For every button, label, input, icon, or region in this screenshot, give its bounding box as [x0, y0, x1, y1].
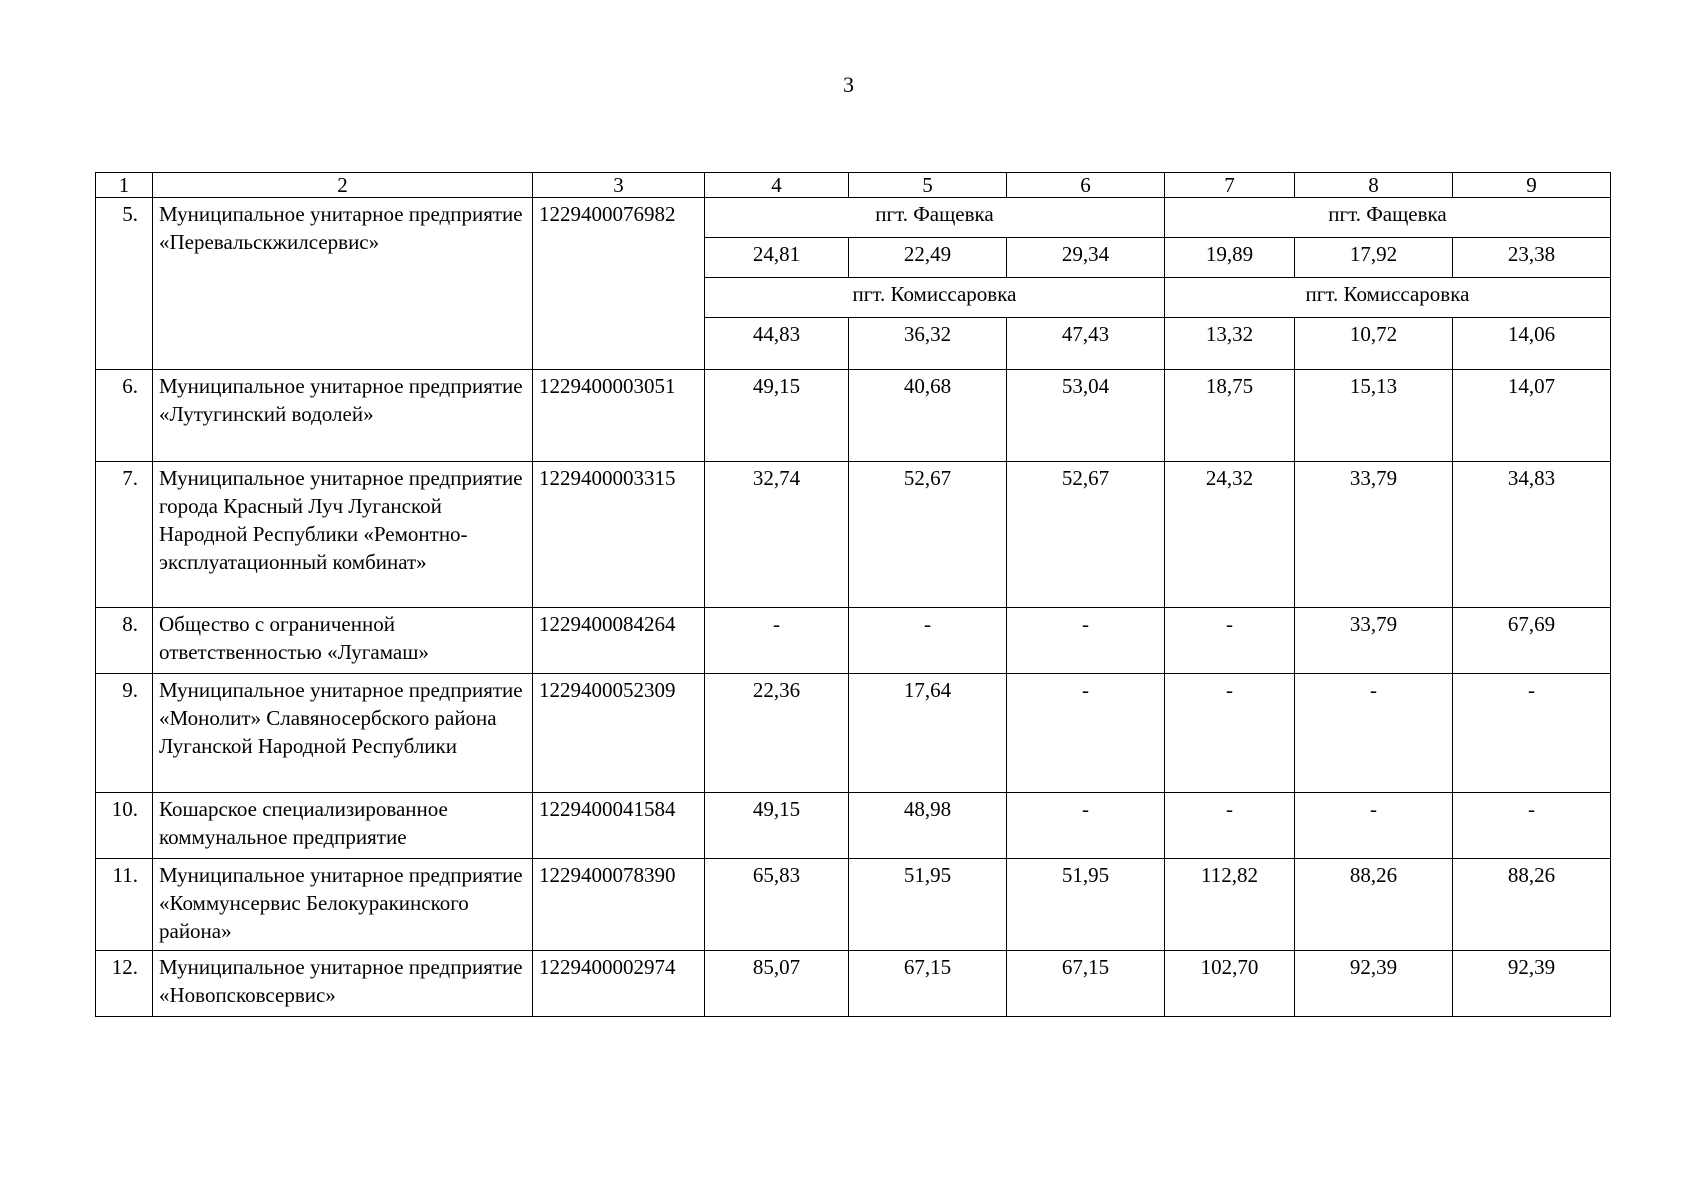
row-number: 8.: [96, 608, 153, 674]
locality-label: пгт. Фащевка: [705, 198, 1165, 238]
value-cell: 15,13: [1295, 370, 1453, 462]
value-cell: 40,68: [849, 370, 1007, 462]
value-cell: 34,83: [1453, 462, 1611, 608]
value-cell: 102,70: [1165, 951, 1295, 1017]
table-row: [96, 951, 1611, 1017]
value-cell: -: [849, 608, 1007, 674]
ogrn-code: 1229400076982: [533, 198, 705, 370]
row-number: 6.: [96, 370, 153, 462]
value-cell: 52,67: [1007, 462, 1165, 608]
table-row: [96, 370, 1611, 462]
value-cell: 33,79: [1295, 462, 1453, 608]
row-number: 11.: [96, 859, 153, 951]
row-number: 10.: [96, 793, 153, 859]
row-number: 12.: [96, 951, 153, 1017]
value-cell: 24,81: [705, 238, 849, 278]
page-number: 3: [843, 72, 854, 97]
value-cell: 17,92: [1295, 238, 1453, 278]
value-cell: -: [1007, 608, 1165, 674]
value-cell: 33,79: [1295, 608, 1453, 674]
value-cell: 88,26: [1453, 859, 1611, 951]
value-cell: 22,36: [705, 674, 849, 793]
ogrn-code: 1229400041584: [533, 793, 705, 859]
value-cell: 48,98: [849, 793, 1007, 859]
header-cell: 3: [533, 173, 705, 198]
value-cell: 67,69: [1453, 608, 1611, 674]
enterprise-name: Кошарское специализированное коммунальное предприятие: [153, 793, 533, 859]
ogrn-code: 1229400003315: [533, 462, 705, 608]
ogrn-code: 1229400003051: [533, 370, 705, 462]
enterprise-name: Общество с ограниченной ответственностью «Лугамаш»: [153, 608, 533, 674]
table-row: [96, 462, 1611, 608]
value-cell: 51,95: [1007, 859, 1165, 951]
header-cell: 6: [1007, 173, 1165, 198]
value-cell: -: [1453, 793, 1611, 859]
value-cell: 112,82: [1165, 859, 1295, 951]
value-cell: 22,49: [849, 238, 1007, 278]
enterprise-name: Муниципальное унитарное предприятие «Новопсковсервис»: [153, 951, 533, 1017]
value-cell: -: [1007, 793, 1165, 859]
header-cell: 2: [153, 173, 533, 198]
value-cell: 51,95: [849, 859, 1007, 951]
locality-label: пгт. Комиссаровка: [1165, 278, 1611, 318]
value-cell: 44,83: [705, 318, 849, 370]
row-number: 7.: [96, 462, 153, 608]
value-cell: 36,32: [849, 318, 1007, 370]
value-cell: -: [705, 608, 849, 674]
header-cell: 5: [849, 173, 1007, 198]
value-cell: 23,38: [1453, 238, 1611, 278]
value-cell: 67,15: [849, 951, 1007, 1017]
value-cell: -: [1295, 674, 1453, 793]
value-cell: 18,75: [1165, 370, 1295, 462]
value-cell: 88,26: [1295, 859, 1453, 951]
header-cell: 9: [1453, 173, 1611, 198]
table-row: [96, 198, 1611, 238]
value-cell: 32,74: [705, 462, 849, 608]
table-row: [96, 793, 1611, 859]
value-cell: 13,32: [1165, 318, 1295, 370]
table-row: [96, 608, 1611, 674]
value-cell: -: [1165, 608, 1295, 674]
value-cell: 10,72: [1295, 318, 1453, 370]
value-cell: 85,07: [705, 951, 849, 1017]
value-cell: 14,06: [1453, 318, 1611, 370]
row-number: 9.: [96, 674, 153, 793]
enterprise-name: Муниципальное унитарное предприятие «Монолит» Славяносербского района Луганской Народной Республики: [153, 674, 533, 793]
tariff-table: [95, 172, 1611, 1017]
value-cell: -: [1295, 793, 1453, 859]
value-cell: 17,64: [849, 674, 1007, 793]
value-cell: -: [1165, 793, 1295, 859]
enterprise-name: Муниципальное унитарное предприятие города Красный Луч Луганской Народной Республики «Ремонтно-эксплуатационный комбинат»: [153, 462, 533, 608]
value-cell: 52,67: [849, 462, 1007, 608]
value-cell: 49,15: [705, 793, 849, 859]
ogrn-code: 1229400052309: [533, 674, 705, 793]
ogrn-code: 1229400002974: [533, 951, 705, 1017]
value-cell: -: [1007, 674, 1165, 793]
header-cell: 4: [705, 173, 849, 198]
value-cell: 65,83: [705, 859, 849, 951]
value-cell: 14,07: [1453, 370, 1611, 462]
row-number: 5.: [96, 198, 153, 370]
ogrn-code: 1229400078390: [533, 859, 705, 951]
locality-label: пгт. Комиссаровка: [705, 278, 1165, 318]
table-row: [96, 859, 1611, 951]
value-cell: 29,34: [1007, 238, 1165, 278]
value-cell: -: [1165, 674, 1295, 793]
value-cell: 92,39: [1453, 951, 1611, 1017]
header-cell: 7: [1165, 173, 1295, 198]
locality-label: пгт. Фащевка: [1165, 198, 1611, 238]
enterprise-name: Муниципальное унитарное предприятие «Коммунсервис Белокуракинского района»: [153, 859, 533, 951]
value-cell: 92,39: [1295, 951, 1453, 1017]
ogrn-code: 1229400084264: [533, 608, 705, 674]
value-cell: -: [1453, 674, 1611, 793]
enterprise-name: Муниципальное унитарное предприятие «Перевальскжилсервис»: [153, 198, 533, 370]
value-cell: 67,15: [1007, 951, 1165, 1017]
value-cell: 19,89: [1165, 238, 1295, 278]
value-cell: 24,32: [1165, 462, 1295, 608]
header-row: [96, 173, 1611, 198]
header-cell: 1: [96, 173, 153, 198]
value-cell: 47,43: [1007, 318, 1165, 370]
header-cell: 8: [1295, 173, 1453, 198]
table-row: [96, 674, 1611, 793]
value-cell: 53,04: [1007, 370, 1165, 462]
value-cell: 49,15: [705, 370, 849, 462]
enterprise-name: Муниципальное унитарное предприятие «Лутугинский водолей»: [153, 370, 533, 462]
